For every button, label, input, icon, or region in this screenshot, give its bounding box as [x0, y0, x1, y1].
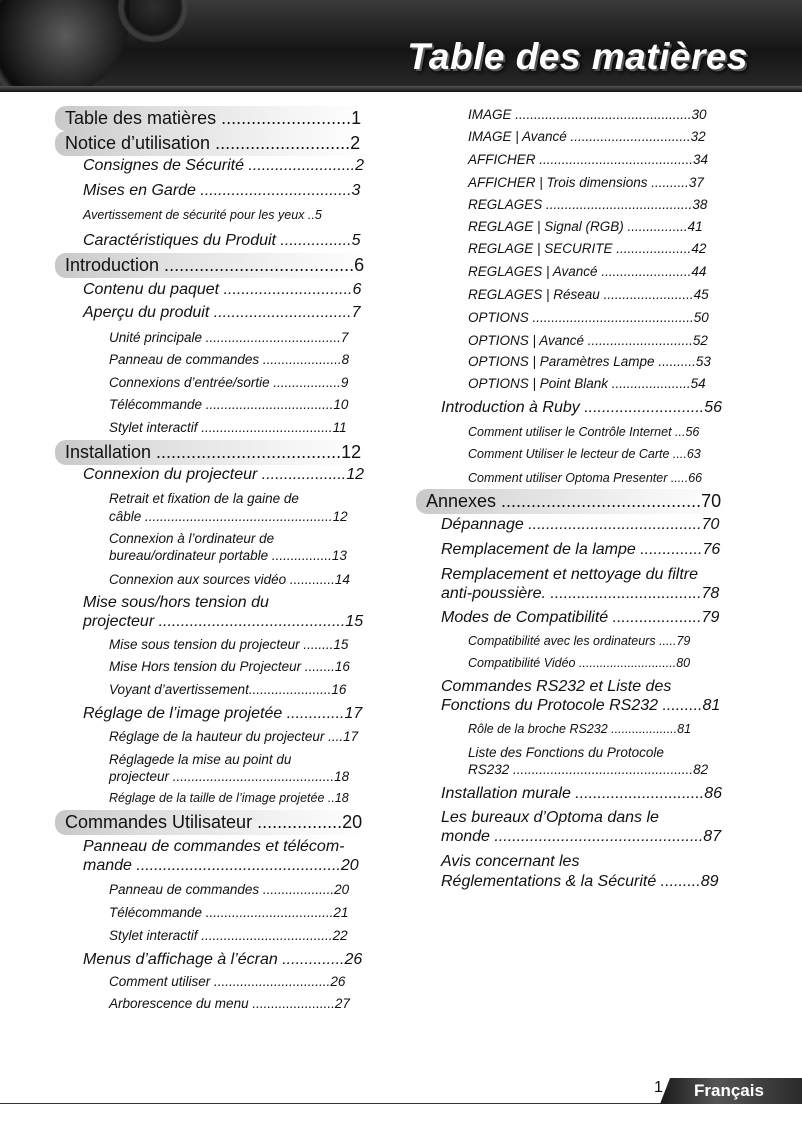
toc-entry[interactable] — [65, 108, 361, 129]
toc-entry[interactable] — [109, 420, 347, 435]
toc-entry-label: Remplacement et nettoyage du filtre — [441, 566, 699, 583]
toc-entry[interactable] — [65, 812, 362, 833]
toc-entry-page: 16 — [334, 659, 350, 674]
toc-entry-label: Panneau de commandes ..................... — [109, 352, 342, 367]
toc-entry-page: 5 — [351, 232, 361, 249]
toc-entry[interactable] — [441, 785, 722, 803]
toc-entry[interactable] — [83, 304, 360, 322]
toc-entry[interactable] — [468, 447, 701, 461]
toc-entry[interactable] — [83, 705, 362, 723]
toc-entry[interactable] — [468, 634, 690, 648]
toc-entry-page: 86 — [704, 785, 722, 802]
toc-entry[interactable] — [109, 791, 349, 805]
toc-entry[interactable] — [109, 637, 348, 652]
toc-entry-label: Commandes RS232 et Liste des — [441, 678, 672, 695]
toc-entry-page: 5 — [314, 208, 322, 222]
toc-entry-label: IMAGE | Avancé ................................ — [468, 129, 691, 144]
toc-entry[interactable] — [83, 951, 362, 969]
toc-entry[interactable] — [468, 471, 702, 485]
toc-entry[interactable] — [468, 425, 699, 439]
toc-entry[interactable] — [441, 697, 720, 715]
toc-entry-label: RS232 ................................................ — [468, 762, 694, 777]
toc-entry-page: 7 — [340, 330, 349, 345]
toc-entry[interactable] — [468, 745, 664, 760]
toc-entry-page: 2 — [355, 157, 365, 174]
toc-entry[interactable] — [83, 281, 361, 299]
toc-entry-page: 54 — [690, 376, 706, 391]
toc-entry[interactable] — [441, 809, 659, 827]
toc-entry-label: anti-poussière. .................................. — [441, 585, 702, 602]
toc-entry[interactable] — [83, 182, 360, 200]
toc-entry-label: Voyant d’avertissement...................... — [109, 682, 332, 697]
toc-entry-page: 41 — [687, 219, 703, 234]
toc-entry[interactable] — [109, 352, 349, 367]
toc-entry-label: Liste des Fonctions du Protocole — [468, 745, 664, 760]
toc-entry[interactable] — [109, 928, 348, 943]
toc-entry-page: 78 — [701, 585, 720, 602]
toc-entry-page: 26 — [344, 951, 363, 968]
toc-entry[interactable] — [109, 548, 347, 563]
toc-entry-page: 66 — [688, 471, 703, 485]
toc-entry-page: 10 — [333, 397, 349, 412]
toc-entry[interactable] — [426, 491, 721, 512]
toc-entry-label: Réglage de la taille de l’image projetée .. — [109, 791, 335, 805]
toc-entry-page: 52 — [692, 333, 708, 348]
toc-entry-label: Les bureaux d’Optoma dans le — [441, 809, 659, 826]
toc-entry[interactable] — [468, 107, 707, 122]
toc-entry-label: OPTIONS | Point Blank ..................... — [468, 376, 691, 391]
language-label: Français — [694, 1081, 764, 1100]
toc-entry-page: 12 — [332, 509, 348, 524]
toc-entry-label: Consignes de Sécurité ........................ — [83, 157, 356, 174]
toc-entry[interactable] — [83, 466, 364, 484]
toc-entry[interactable] — [83, 857, 359, 875]
toc-entry-label: Mises en Garde .................................. — [83, 182, 352, 199]
toc-entry-label: Connexion à l’ordinateur de — [109, 531, 275, 546]
toc-entry[interactable] — [83, 838, 344, 856]
toc-entry-page: 56 — [685, 425, 700, 439]
toc-entry-page: 6 — [354, 255, 365, 275]
toc-entry-page: 44 — [691, 264, 707, 279]
toc-entry-label: Unité principale .................................... — [109, 330, 341, 345]
toc-entry[interactable] — [468, 219, 703, 234]
toc-entry-page: 50 — [693, 310, 709, 325]
toc-entry-page: 13 — [331, 548, 347, 563]
toc-entry[interactable] — [83, 613, 363, 631]
toc-entry[interactable] — [109, 769, 349, 784]
toc-entry-page: 26 — [330, 974, 346, 989]
toc-entry-label: Contenu du paquet ............................. — [83, 281, 353, 298]
toc-entry-label: bureau/ordinateur portable ................ — [109, 548, 332, 563]
toc-entry-label: Caractéristiques du Produit ................ — [83, 232, 352, 249]
toc-entry[interactable] — [109, 882, 349, 897]
toc-entry-page: 87 — [703, 828, 722, 845]
toc-entry-label: OPTIONS ........................................... — [468, 310, 694, 325]
toc-entry-page: 22 — [332, 928, 348, 943]
toc-entry-label: projecteur .......................................... — [83, 613, 346, 630]
toc-entry[interactable] — [441, 853, 579, 871]
toc-entry-page: 82 — [693, 762, 709, 777]
toc-entry-page: 34 — [693, 152, 709, 167]
toc-entry-page: 1 — [351, 108, 362, 128]
toc-entry-label: Réglagede la mise au point du — [109, 752, 292, 767]
toc-entry[interactable] — [109, 531, 274, 546]
toc-entry-page: 53 — [695, 354, 711, 369]
toc-entry-page: 20 — [340, 857, 359, 874]
toc-entry[interactable] — [441, 516, 719, 534]
toc-entry-label: Fonctions du Protocole RS232 ......... — [441, 697, 703, 714]
toc-entry-label: Réglementations & la Sécurité ......... — [441, 873, 701, 890]
toc-entry-label: REGLAGES | Réseau ........................ — [468, 287, 694, 302]
toc-entry-label: Installation ..................................... — [65, 442, 342, 462]
toc-entry[interactable] — [468, 354, 711, 369]
toc-entry[interactable] — [468, 152, 708, 167]
toc-entry-label: projecteur ........................................... — [109, 769, 335, 784]
toc-entry[interactable] — [468, 175, 704, 190]
toc-entry-page: 56 — [704, 399, 723, 416]
toc-entry-page: 79 — [701, 609, 720, 626]
toc-entry[interactable] — [109, 375, 348, 390]
toc-entry-page: 89 — [700, 873, 719, 890]
toc-entry-label: Réglage de l’image projetée ............. — [83, 705, 345, 722]
toc-entry-label: Introduction ...................................... — [65, 255, 355, 275]
toc-entry[interactable] — [441, 541, 720, 559]
toc-entry-label: Aperçu du produit ............................... — [83, 304, 352, 321]
page-number: 1 — [654, 1079, 663, 1096]
toc-entry-label: Mise sous/hors tension du — [83, 594, 269, 611]
toc-entry-page: 16 — [331, 682, 347, 697]
toc-entry-label: Menus d’affichage à l’écran .............. — [83, 951, 345, 968]
toc-entry[interactable] — [441, 609, 719, 627]
toc-entry-label: Rôle de la broche RS232 ................... — [468, 722, 678, 736]
toc-entry-label: Compatibilité avec les ordinateurs ..... — [468, 634, 677, 648]
toc-entry-page: 15 — [333, 637, 349, 652]
toc-entry-label: Connexion du projecteur ................... — [83, 466, 347, 483]
toc-entry[interactable] — [468, 129, 706, 144]
toc-entry-page: 45 — [693, 287, 709, 302]
toc-entry-page: 14 — [334, 572, 350, 587]
toc-entry-label: Comment Utiliser le lecteur de Carte .... — [468, 447, 687, 461]
toc-entry-page: 27 — [334, 996, 350, 1011]
toc-entry-page: 32 — [690, 129, 706, 144]
toc-entry-label: Introduction à Ruby ........................... — [441, 399, 705, 416]
toc-entry[interactable] — [468, 264, 706, 279]
toc-entry[interactable] — [468, 376, 706, 391]
toc-entry-label: Connexion aux sources vidéo ............ — [109, 572, 335, 587]
toc-entry-page: 2 — [350, 133, 361, 153]
toc-entry-label: Commandes Utilisateur ................. — [65, 812, 343, 832]
toc-entry-page: 80 — [676, 656, 691, 670]
toc-entry-page: 11 — [332, 420, 347, 435]
toc-entry[interactable] — [441, 678, 671, 696]
toc-entry[interactable] — [109, 330, 348, 345]
toc-entry-label: Notice d’utilisation ........................... — [65, 133, 351, 153]
toc-entry-label: Stylet interactif ................................... — [109, 420, 333, 435]
toc-entry-label: REGLAGE | Signal (RGB) ................ — [468, 219, 688, 234]
toc-entry-label: Panneau de commandes ................... — [109, 882, 335, 897]
toc-entry[interactable] — [83, 594, 269, 612]
toc-entry-label: Table des matières .......................... — [65, 108, 352, 128]
toc-entry-label: Modes de Compatibilité .................... — [441, 609, 702, 626]
toc-entry[interactable] — [109, 659, 350, 674]
toc-entry[interactable] — [441, 873, 718, 891]
toc-entry-page: 17 — [344, 705, 363, 722]
toc-entry[interactable] — [441, 828, 721, 846]
toc-entry-label: Comment utiliser Optoma Presenter ..... — [468, 471, 689, 485]
toc-entry-label: OPTIONS | Paramètres Lampe .......... — [468, 354, 696, 369]
toc-entry[interactable] — [109, 996, 350, 1011]
toc-entry-page: 70 — [701, 516, 720, 533]
toc-entry[interactable] — [65, 255, 364, 276]
toc-entry-page: 3 — [351, 182, 361, 199]
toc-entry[interactable] — [109, 729, 358, 744]
toc-entry-label: OPTIONS | Avancé ............................ — [468, 333, 693, 348]
toc-entry[interactable] — [109, 682, 346, 697]
toc-entry-page: 12 — [346, 466, 365, 483]
toc-entry-label: Réglage de la hauteur du projecteur .... — [109, 729, 344, 744]
toc-entry-label: AFFICHER | Trois dimensions .......... — [468, 175, 689, 190]
toc-entry-label: Compatibilité Vidéo ............................ — [468, 656, 677, 670]
toc-entry-page: 42 — [691, 241, 707, 256]
toc-entry[interactable] — [441, 399, 722, 417]
toc-entry-page: 21 — [333, 905, 349, 920]
toc-entry-label: Retrait et fixation de la gaine de — [109, 491, 299, 506]
toc-entry-page: 17 — [343, 729, 359, 744]
toc-entry-label: Télécommande .................................. — [109, 905, 334, 920]
toc-entry-page: 20 — [334, 882, 350, 897]
toc-entry-label: câble .................................................. — [109, 509, 333, 524]
toc-entry[interactable] — [109, 905, 348, 920]
toc-entry-label: Panneau de commandes et télécom- — [83, 838, 345, 855]
toc-entry[interactable] — [83, 232, 360, 250]
toc-entry-label: Stylet interactif ................................... — [109, 928, 333, 943]
toc-entry-label: REGLAGE | SECURITE .................... — [468, 241, 692, 256]
page-title: Table des matières — [407, 36, 748, 77]
toc-entry[interactable] — [468, 762, 708, 777]
toc-entry-page: 79 — [676, 634, 691, 648]
toc-entry-label: Remplacement de la lampe .............. — [441, 541, 703, 558]
toc-entry-label: Télécommande .................................. — [109, 397, 334, 412]
toc-entry-label: Mise sous tension du projecteur ........ — [109, 637, 334, 652]
toc-entry-page: 76 — [702, 541, 721, 558]
toc-entry-page: 12 — [341, 442, 362, 462]
toc-entry[interactable] — [109, 974, 345, 989]
toc-entry[interactable] — [65, 133, 360, 154]
toc-entry-page: 15 — [345, 613, 364, 630]
toc-entry[interactable] — [468, 241, 706, 256]
toc-entry[interactable] — [468, 722, 691, 736]
toc-entry-label: Connexions d’entrée/sortie .................. — [109, 375, 341, 390]
toc-entry-label: Installation murale ............................. — [441, 785, 705, 802]
toc-entry-page: 18 — [334, 791, 349, 805]
toc-entry[interactable] — [83, 157, 364, 175]
toc-entry-page: 81 — [702, 697, 721, 714]
toc-entry-label: Comment utiliser le Contrôle Internet ... — [468, 425, 686, 439]
toc-entry[interactable] — [468, 333, 708, 348]
toc-entry-page: 9 — [340, 375, 349, 390]
toc-entry[interactable] — [65, 442, 361, 463]
toc-entry-page: 70 — [701, 491, 722, 511]
toc-entry[interactable] — [468, 310, 709, 325]
toc-entry-label: Annexes ........................................ — [426, 491, 702, 511]
toc-entry-page: 81 — [677, 722, 692, 736]
toc-entry-page: 63 — [686, 447, 701, 461]
toc-entry[interactable] — [468, 197, 707, 212]
toc-entry-label: Dépannage ....................................... — [441, 516, 702, 533]
toc-entry-page: 20 — [342, 812, 363, 832]
toc-entry[interactable] — [468, 656, 690, 670]
toc-entry-label: AFFICHER ......................................... — [468, 152, 694, 167]
toc-entry-label: Avis concernant les — [441, 853, 580, 870]
toc-entry-page: 37 — [688, 175, 704, 190]
toc-entry-page: 38 — [692, 197, 708, 212]
toc-entry-page: 6 — [352, 281, 362, 298]
toc-entry-page: 18 — [334, 769, 350, 784]
toc-entry[interactable] — [109, 491, 299, 506]
toc-entry-page: 30 — [691, 107, 707, 122]
toc-entry[interactable] — [468, 287, 709, 302]
toc-entry-label: Comment utiliser ............................... — [109, 974, 331, 989]
toc-entry-label: REGLAGES | Avancé ........................ — [468, 264, 692, 279]
toc-entry[interactable] — [109, 397, 348, 412]
toc-entry[interactable] — [441, 566, 698, 584]
toc-entry-label: mande .............................................. — [83, 857, 341, 874]
toc-entry[interactable] — [83, 208, 322, 222]
toc-entry[interactable] — [109, 509, 348, 524]
toc-entry-label: REGLAGES ....................................... — [468, 197, 693, 212]
toc-entry-label: Arborescence du menu ...................... — [109, 996, 335, 1011]
toc-entry[interactable] — [109, 572, 350, 587]
toc-entry[interactable] — [441, 585, 719, 603]
toc-entry-page: 7 — [351, 304, 361, 321]
toc-entry-label: Mise Hors tension du Projecteur ........ — [109, 659, 335, 674]
toc-entry-label: IMAGE ............................................... — [468, 107, 692, 122]
toc-entry-label: monde ............................................... — [441, 828, 704, 845]
toc-entry[interactable] — [109, 752, 291, 767]
toc-entry-label: Avertissement de sécurité pour les yeux .. — [83, 208, 315, 222]
toc-entry-page: 8 — [341, 352, 350, 367]
